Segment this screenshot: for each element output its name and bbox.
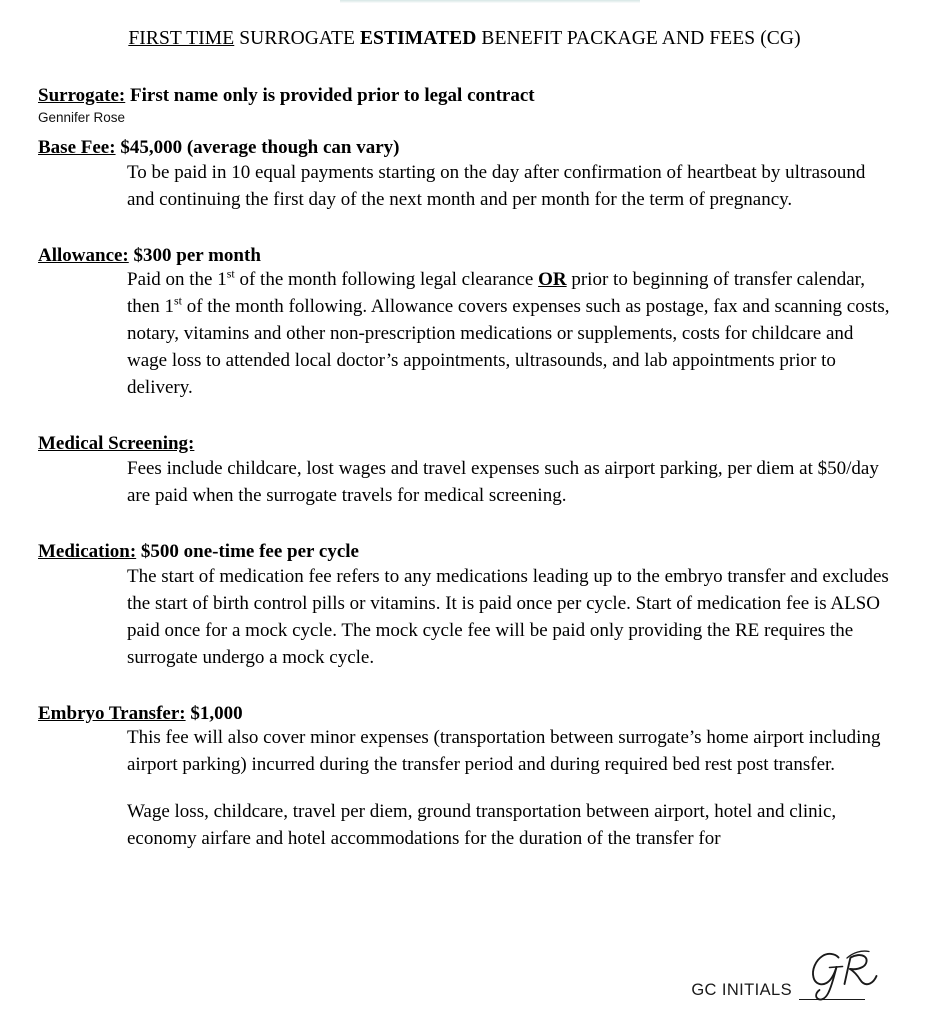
surrogate-label: Surrogate: (38, 85, 126, 106)
allowance-emphasis-or: OR (538, 269, 567, 291)
spacer (38, 779, 890, 799)
allowance-ordinal-suffix-2: st (173, 294, 182, 309)
embryo-transfer-heading (38, 702, 890, 726)
embryo-transfer-body: This fee will also cover minor expenses (transportation between surrogate’s home airport including airport parking) incurred during the transfer period and during required bed rest post transfer. (127, 727, 881, 776)
medical-screening-body: Fees include childcare, lost wages and travel expenses such as airport parking, per diem at $50/day are paid when the surrogate travels for medical screening. (127, 457, 879, 506)
allowance-body-part4: of the month following. Allowance covers expenses such as postage, fax and scanning costs, notary, vitamins and other non-prescription medications or supplements, costs for childcare and wage loss to attended local doctor’s appointments, ultrasounds, and lab appointments prior to delivery. (127, 296, 890, 399)
initials-signature-field[interactable] (799, 976, 871, 1002)
allowance-body-part3: prior to beginning of transfer calendar, then 1 (127, 269, 865, 318)
spacer (38, 672, 890, 702)
embryo-transfer-body-continued: Wage loss, childcare, travel per diem, ground transportation between airport, hotel and clinic, economy airfare and hotel accommodations for the duration of the transfer for (127, 801, 837, 850)
allowance-body-part1: Paid on the 1 (127, 269, 227, 291)
medication-heading-rest: $500 one-time fee per cycle (140, 540, 359, 562)
allowance-body-part2: of the month following legal clearance (234, 269, 539, 291)
section-allowance (38, 244, 890, 403)
section-medical-screening (38, 432, 890, 510)
medical-screening-heading (38, 432, 890, 456)
base-fee-heading-rest: $45,000 (average though can vary) (120, 136, 400, 158)
allowance-label: Allowance: (38, 244, 129, 266)
surrogate-heading (38, 84, 890, 108)
initials-block (691, 976, 871, 1002)
surrogate-filled-name: Gennifer Rose (38, 109, 126, 125)
medication-body: The start of medication fee refers to any medications leading up to the embryo transfer and excludes the start of birth control pills or vitamins. It is paid once per cycle. Start of medication fee is ALSO paid once for a mock cycle. The mock cycle fee will be paid only providing the RE requires the surrogate undergo a mock cycle. (127, 565, 889, 668)
base-fee-body: To be paid in 10 equal payments starting on the day after confirmation of heartbeat by ultrasound and continuing the first day of the next month and per month for the term of pregnancy. (127, 161, 866, 210)
allowance-ordinal-suffix-1: st (226, 267, 235, 282)
initials-label: GC INITIALS (691, 981, 792, 999)
page-title (0, 28, 929, 50)
spacer (38, 510, 890, 540)
signature-line (799, 999, 865, 1000)
base-fee-label: Base Fee: (38, 136, 116, 158)
spacer (38, 214, 890, 244)
section-base-fee (38, 136, 890, 214)
allowance-body (38, 267, 890, 402)
medical-screening-label: Medical Screening: (38, 433, 195, 455)
section-medication (38, 540, 890, 672)
document-body (38, 84, 890, 853)
base-fee-heading (38, 136, 890, 160)
page-title-part-first-time: FIRST TIME (128, 28, 235, 49)
surrogate-heading-rest: First name only is provided prior to legal contract (130, 85, 535, 106)
page-title-part-surrogate: SURROGATE (234, 28, 360, 49)
page-title-part-estimated: ESTIMATED (359, 28, 477, 49)
medication-heading (38, 540, 890, 564)
scan-artifact-strip (340, 0, 640, 3)
spacer (38, 402, 890, 432)
section-embryo-transfer (38, 702, 890, 854)
page-footer (0, 912, 929, 1002)
section-surrogate (38, 84, 890, 126)
allowance-heading (38, 244, 890, 268)
handwritten-signature-icon (801, 944, 891, 1004)
page-title-part-benefit-package: BENEFIT PACKAGE AND FEES (CG) (476, 28, 801, 49)
allowance-heading-rest: $300 per month (133, 244, 261, 266)
embryo-transfer-heading-rest: $1,000 (190, 702, 243, 724)
embryo-transfer-label: Embryo Transfer: (38, 702, 186, 724)
medication-label: Medication: (38, 540, 137, 562)
spacer (38, 126, 890, 136)
